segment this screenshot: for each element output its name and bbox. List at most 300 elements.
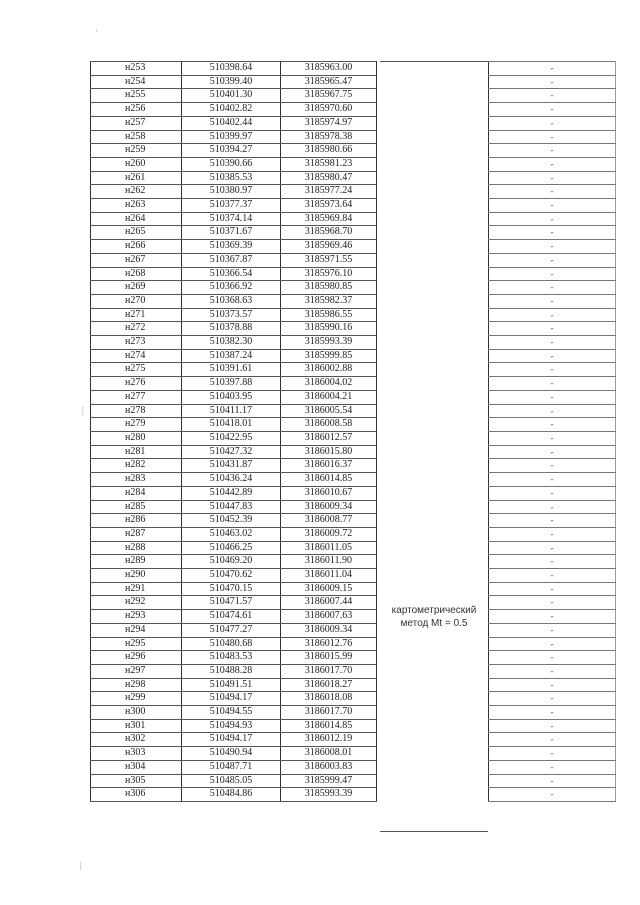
table-row	[489, 116, 616, 130]
table-row	[489, 582, 616, 596]
table-row	[489, 171, 616, 185]
x-coordinate-cell: 510477.27	[182, 623, 281, 637]
table-row	[489, 678, 616, 692]
point-name-cell: н302	[91, 733, 182, 747]
y-coordinate-cell: 3186011.04	[281, 569, 377, 583]
x-coordinate-cell: 510377.37	[182, 199, 281, 213]
accuracy-cell: -	[489, 199, 616, 213]
table-row	[489, 623, 616, 637]
table-row	[489, 706, 616, 720]
accuracy-cell: -	[489, 89, 616, 103]
table-row	[489, 555, 616, 569]
y-coordinate-cell: 3185982.37	[281, 294, 377, 308]
accuracy-cell: -	[489, 692, 616, 706]
x-coordinate-cell: 510369.39	[182, 240, 281, 254]
point-name-cell: н263	[91, 199, 182, 213]
table-row	[489, 144, 616, 158]
accuracy-cell: -	[489, 281, 616, 295]
point-name-cell: н306	[91, 788, 182, 802]
point-name-cell: н279	[91, 418, 182, 432]
method-line-1: картометрический	[391, 605, 477, 616]
x-coordinate-cell: 510480.68	[182, 637, 281, 651]
y-coordinate-cell: 3186009.34	[281, 500, 377, 514]
table-row	[489, 336, 616, 350]
table-row	[489, 747, 616, 761]
table-row	[91, 623, 377, 637]
point-name-cell: н291	[91, 582, 182, 596]
x-coordinate-cell: 510431.87	[182, 459, 281, 473]
accuracy-cell: -	[489, 103, 616, 117]
y-coordinate-cell: 3186012.19	[281, 733, 377, 747]
accuracy-cell: -	[489, 678, 616, 692]
y-coordinate-cell: 3186011.90	[281, 555, 377, 569]
x-coordinate-cell: 510399.97	[182, 130, 281, 144]
x-coordinate-cell: 510367.87	[182, 253, 281, 267]
point-name-cell: н280	[91, 431, 182, 445]
accuracy-cell: -	[489, 651, 616, 665]
y-coordinate-cell: 3186012.57	[281, 431, 377, 445]
x-coordinate-cell: 510418.01	[182, 418, 281, 432]
point-name-cell: н278	[91, 404, 182, 418]
accuracy-cell: -	[489, 788, 616, 802]
point-name-cell: н284	[91, 486, 182, 500]
table-row	[489, 418, 616, 432]
y-coordinate-cell: 3186017.70	[281, 706, 377, 720]
table-row	[489, 500, 616, 514]
y-coordinate-cell: 3185980.66	[281, 144, 377, 158]
accuracy-cell: -	[489, 637, 616, 651]
table-row	[489, 308, 616, 322]
table-row	[489, 664, 616, 678]
table-row	[91, 281, 377, 295]
table-row	[489, 281, 616, 295]
table-row	[91, 555, 377, 569]
accuracy-cell: -	[489, 377, 616, 391]
accuracy-cell: -	[489, 267, 616, 281]
table-row	[91, 253, 377, 267]
accuracy-cell: -	[489, 308, 616, 322]
x-coordinate-cell: 510366.92	[182, 281, 281, 295]
point-name-cell: н297	[91, 664, 182, 678]
x-coordinate-cell: 510491.51	[182, 678, 281, 692]
x-coordinate-cell: 510452.39	[182, 514, 281, 528]
table-row	[489, 733, 616, 747]
point-name-cell: н295	[91, 637, 182, 651]
table-row	[489, 185, 616, 199]
point-name-cell: н259	[91, 144, 182, 158]
x-coordinate-cell: 510494.55	[182, 706, 281, 720]
y-coordinate-cell: 3186009.72	[281, 527, 377, 541]
x-coordinate-cell: 510382.30	[182, 336, 281, 350]
accuracy-cell: -	[489, 733, 616, 747]
y-coordinate-cell: 3186012.76	[281, 637, 377, 651]
point-name-cell: н258	[91, 130, 182, 144]
table-row	[489, 363, 616, 377]
table-row	[489, 486, 616, 500]
accuracy-cell: -	[489, 445, 616, 459]
table-row	[91, 349, 377, 363]
accuracy-table-body	[489, 62, 616, 802]
table-row	[489, 390, 616, 404]
table-row	[91, 637, 377, 651]
table-row	[489, 240, 616, 254]
x-coordinate-cell: 510490.94	[182, 747, 281, 761]
y-coordinate-cell: 3186014.85	[281, 473, 377, 487]
y-coordinate-cell: 3186015.80	[281, 445, 377, 459]
y-coordinate-cell: 3185999.47	[281, 774, 377, 788]
x-coordinate-cell: 510436.24	[182, 473, 281, 487]
point-name-cell: н305	[91, 774, 182, 788]
y-coordinate-cell: 3185977.24	[281, 185, 377, 199]
x-coordinate-cell: 510487.71	[182, 760, 281, 774]
x-coordinate-cell: 510401.30	[182, 89, 281, 103]
accuracy-cell: -	[489, 706, 616, 720]
y-coordinate-cell: 3185968.70	[281, 226, 377, 240]
x-coordinate-cell: 510390.66	[182, 157, 281, 171]
y-coordinate-cell: 3186008.77	[281, 514, 377, 528]
point-name-cell: н296	[91, 651, 182, 665]
table-row	[489, 651, 616, 665]
table-row	[489, 569, 616, 583]
table-row	[489, 62, 616, 76]
table-row	[91, 664, 377, 678]
table-row	[91, 130, 377, 144]
table-row	[489, 473, 616, 487]
table-row	[489, 445, 616, 459]
point-name-cell: н274	[91, 349, 182, 363]
table-row	[91, 500, 377, 514]
table-row	[91, 185, 377, 199]
table-row	[91, 308, 377, 322]
y-coordinate-cell: 3186003.83	[281, 760, 377, 774]
accuracy-cell: -	[489, 240, 616, 254]
table-row	[489, 253, 616, 267]
x-coordinate-cell: 510494.17	[182, 692, 281, 706]
x-coordinate-cell: 510371.67	[182, 226, 281, 240]
y-coordinate-cell: 3185967.75	[281, 89, 377, 103]
table-row	[489, 637, 616, 651]
point-name-cell: н303	[91, 747, 182, 761]
y-coordinate-cell: 3185969.46	[281, 240, 377, 254]
x-coordinate-cell: 510397.88	[182, 377, 281, 391]
point-name-cell: н275	[91, 363, 182, 377]
accuracy-cell: -	[489, 418, 616, 432]
x-coordinate-cell: 510471.57	[182, 596, 281, 610]
point-name-cell: н292	[91, 596, 182, 610]
accuracy-cell: -	[489, 486, 616, 500]
point-name-cell: н293	[91, 610, 182, 624]
x-coordinate-cell: 510447.83	[182, 500, 281, 514]
table-row	[91, 294, 377, 308]
accuracy-cell: -	[489, 336, 616, 350]
table-row	[91, 171, 377, 185]
table-row	[91, 774, 377, 788]
accuracy-cell: -	[489, 130, 616, 144]
point-name-cell: н262	[91, 185, 182, 199]
point-name-cell: н294	[91, 623, 182, 637]
table-row	[489, 459, 616, 473]
x-coordinate-cell: 510385.53	[182, 171, 281, 185]
accuracy-cell: -	[489, 569, 616, 583]
table-row	[91, 418, 377, 432]
accuracy-cell: -	[489, 157, 616, 171]
table-row	[489, 226, 616, 240]
accuracy-cell: -	[489, 760, 616, 774]
table-row	[91, 431, 377, 445]
point-name-cell: н257	[91, 116, 182, 130]
point-name-cell: н266	[91, 240, 182, 254]
accuracy-cell: -	[489, 473, 616, 487]
table-row	[91, 692, 377, 706]
accuracy-cell: -	[489, 664, 616, 678]
y-coordinate-cell: 3185965.47	[281, 75, 377, 89]
table-row	[489, 514, 616, 528]
point-name-cell: н289	[91, 555, 182, 569]
point-name-cell: н270	[91, 294, 182, 308]
accuracy-cell: -	[489, 404, 616, 418]
table-row	[91, 390, 377, 404]
accuracy-cell: -	[489, 719, 616, 733]
table-row	[91, 719, 377, 733]
point-name-cell: н277	[91, 390, 182, 404]
accuracy-cell: -	[489, 390, 616, 404]
y-coordinate-cell: 3185971.55	[281, 253, 377, 267]
table-row	[489, 610, 616, 624]
accuracy-cell: -	[489, 596, 616, 610]
x-coordinate-cell: 510470.15	[182, 582, 281, 596]
y-coordinate-cell: 3185969.84	[281, 212, 377, 226]
x-coordinate-cell: 510422.95	[182, 431, 281, 445]
table-row	[91, 459, 377, 473]
y-coordinate-cell: 3185974.97	[281, 116, 377, 130]
accuracy-cell: -	[489, 144, 616, 158]
x-coordinate-cell: 510463.02	[182, 527, 281, 541]
table-row	[489, 760, 616, 774]
accuracy-cell: -	[489, 774, 616, 788]
y-coordinate-cell: 3185990.16	[281, 322, 377, 336]
table-row	[91, 199, 377, 213]
table-row	[91, 747, 377, 761]
point-name-cell: н282	[91, 459, 182, 473]
y-coordinate-cell: 3186009.34	[281, 623, 377, 637]
accuracy-cell: -	[489, 500, 616, 514]
table-row	[489, 157, 616, 171]
accuracy-cell: -	[489, 610, 616, 624]
x-coordinate-cell: 510469.20	[182, 555, 281, 569]
accuracy-cell: -	[489, 363, 616, 377]
y-coordinate-cell: 3185978.38	[281, 130, 377, 144]
y-coordinate-cell: 3186007.44	[281, 596, 377, 610]
y-coordinate-cell: 3186018.08	[281, 692, 377, 706]
table-row	[489, 199, 616, 213]
table-row	[91, 541, 377, 555]
table-row	[91, 267, 377, 281]
y-coordinate-cell: 3186017.70	[281, 664, 377, 678]
table-row	[91, 144, 377, 158]
table-row	[91, 445, 377, 459]
y-coordinate-cell: 3186002.88	[281, 363, 377, 377]
y-coordinate-cell: 3186014.85	[281, 719, 377, 733]
point-name-cell: н271	[91, 308, 182, 322]
accuracy-cell: -	[489, 116, 616, 130]
y-coordinate-cell: 3185976.10	[281, 267, 377, 281]
x-coordinate-cell: 510470.62	[182, 569, 281, 583]
point-name-cell: н285	[91, 500, 182, 514]
point-name-cell: н276	[91, 377, 182, 391]
table-row	[489, 75, 616, 89]
table-row	[91, 706, 377, 720]
y-coordinate-cell: 3185986.55	[281, 308, 377, 322]
y-coordinate-cell: 3185980.47	[281, 171, 377, 185]
table-row	[91, 678, 377, 692]
table-row	[489, 431, 616, 445]
table-row	[489, 130, 616, 144]
accuracy-cell: -	[489, 514, 616, 528]
point-name-cell: н298	[91, 678, 182, 692]
table-row	[489, 294, 616, 308]
y-coordinate-cell: 3185970.60	[281, 103, 377, 117]
scan-mark: |	[80, 860, 82, 870]
x-coordinate-cell: 510380.97	[182, 185, 281, 199]
x-coordinate-cell: 510374.14	[182, 212, 281, 226]
point-name-cell: н283	[91, 473, 182, 487]
y-coordinate-cell: 3186005.54	[281, 404, 377, 418]
table-row	[489, 596, 616, 610]
x-coordinate-cell: 510366.54	[182, 267, 281, 281]
table-row	[91, 75, 377, 89]
point-name-cell: н304	[91, 760, 182, 774]
table-row	[91, 582, 377, 596]
point-name-cell: н281	[91, 445, 182, 459]
point-name-cell: н273	[91, 336, 182, 350]
table-row	[91, 788, 377, 802]
table-row	[489, 774, 616, 788]
scan-mark: |	[82, 405, 84, 415]
accuracy-cell: -	[489, 171, 616, 185]
table-row	[91, 62, 377, 76]
x-coordinate-cell: 510373.57	[182, 308, 281, 322]
table-row	[489, 377, 616, 391]
y-coordinate-cell: 3185981.23	[281, 157, 377, 171]
point-name-cell: н260	[91, 157, 182, 171]
y-coordinate-cell: 3185999.85	[281, 349, 377, 363]
point-name-cell: н254	[91, 75, 182, 89]
x-coordinate-cell: 510494.17	[182, 733, 281, 747]
table-row	[91, 760, 377, 774]
table-row	[489, 541, 616, 555]
y-coordinate-cell: 3186004.02	[281, 377, 377, 391]
table-row	[91, 336, 377, 350]
point-name-cell: н267	[91, 253, 182, 267]
x-coordinate-cell: 510427.32	[182, 445, 281, 459]
x-coordinate-cell: 510466.25	[182, 541, 281, 555]
accuracy-cell: -	[489, 322, 616, 336]
table-row	[91, 473, 377, 487]
point-name-cell: н261	[91, 171, 182, 185]
point-name-cell: н269	[91, 281, 182, 295]
point-name-cell: н264	[91, 212, 182, 226]
y-coordinate-cell: 3186008.01	[281, 747, 377, 761]
accuracy-cell: -	[489, 431, 616, 445]
coordinates-table	[90, 61, 377, 802]
accuracy-cell: -	[489, 747, 616, 761]
y-coordinate-cell: 3186018.27	[281, 678, 377, 692]
point-name-cell: н256	[91, 103, 182, 117]
x-coordinate-cell: 510387.24	[182, 349, 281, 363]
y-coordinate-cell: 3185963.00	[281, 62, 377, 76]
y-coordinate-cell: 3186007.63	[281, 610, 377, 624]
x-coordinate-cell: 510391.61	[182, 363, 281, 377]
point-name-cell: н299	[91, 692, 182, 706]
method-cell	[380, 604, 488, 630]
table-row	[489, 692, 616, 706]
table-row	[489, 404, 616, 418]
accuracy-cell: -	[489, 582, 616, 596]
accuracy-cell: -	[489, 62, 616, 76]
accuracy-cell: -	[489, 226, 616, 240]
point-name-cell: н287	[91, 527, 182, 541]
y-coordinate-cell: 3186016.37	[281, 459, 377, 473]
x-coordinate-cell: 510484.86	[182, 788, 281, 802]
x-coordinate-cell: 510398.64	[182, 62, 281, 76]
table-row	[91, 377, 377, 391]
method-column	[380, 61, 488, 832]
accuracy-cell: -	[489, 185, 616, 199]
table-row	[489, 527, 616, 541]
table-row	[489, 103, 616, 117]
accuracy-cell: -	[489, 459, 616, 473]
coordinates-table-body	[91, 62, 377, 802]
table-row	[91, 157, 377, 171]
y-coordinate-cell: 3186008.58	[281, 418, 377, 432]
y-coordinate-cell: 3185993.39	[281, 336, 377, 350]
table-row	[91, 212, 377, 226]
accuracy-cell: -	[489, 527, 616, 541]
x-coordinate-cell: 510411.17	[182, 404, 281, 418]
table-row	[91, 514, 377, 528]
accuracy-cell: -	[489, 349, 616, 363]
x-coordinate-cell: 510368.63	[182, 294, 281, 308]
point-name-cell: н301	[91, 719, 182, 733]
accuracy-cell: -	[489, 294, 616, 308]
point-name-cell: н272	[91, 322, 182, 336]
y-coordinate-cell: 3186004.21	[281, 390, 377, 404]
accuracy-cell: -	[489, 75, 616, 89]
table-row	[489, 89, 616, 103]
x-coordinate-cell: 510485.05	[182, 774, 281, 788]
table-row	[91, 404, 377, 418]
table-row	[91, 322, 377, 336]
table-row	[91, 596, 377, 610]
table-row	[489, 788, 616, 802]
table-row	[91, 103, 377, 117]
x-coordinate-cell: 510488.28	[182, 664, 281, 678]
y-coordinate-cell: 3186011.05	[281, 541, 377, 555]
table-row	[91, 240, 377, 254]
table-row	[91, 569, 377, 583]
point-name-cell: н268	[91, 267, 182, 281]
x-coordinate-cell: 510483.53	[182, 651, 281, 665]
table-row	[91, 610, 377, 624]
x-coordinate-cell: 510403.95	[182, 390, 281, 404]
accuracy-cell: -	[489, 555, 616, 569]
table-row	[91, 363, 377, 377]
table-row	[91, 486, 377, 500]
table-row	[91, 89, 377, 103]
table-row	[489, 322, 616, 336]
point-name-cell: н265	[91, 226, 182, 240]
x-coordinate-cell: 510442.89	[182, 486, 281, 500]
